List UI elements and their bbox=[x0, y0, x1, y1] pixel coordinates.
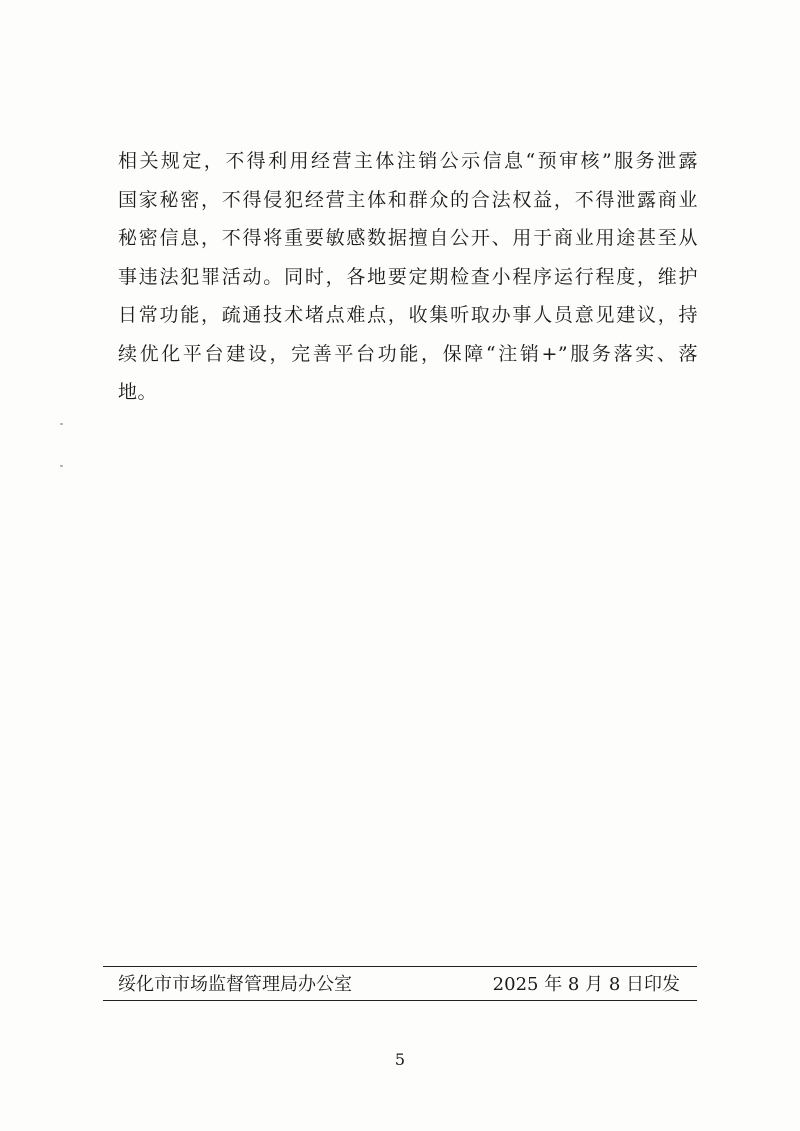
issue-date: 2025 年 8 月 8 日印发 bbox=[492, 974, 680, 995]
scan-speck bbox=[60, 465, 63, 467]
issuer-name: 绥化市市场监督管理局办公室 bbox=[118, 974, 352, 995]
body-line-5: 日常功能，疏通技术堵点难点，收集听取办事人员意见建议，持 bbox=[118, 304, 698, 326]
body-line-1: 相关规定，不得利用经营主体注销公示信息“预审核”服务泄露 bbox=[118, 150, 698, 172]
body-line-6: 续优化平台建设，完善平台功能，保障“注销+”服务落实、落 bbox=[118, 342, 698, 365]
footer-bottom-rule bbox=[103, 1000, 697, 1001]
body-paragraph bbox=[118, 142, 698, 412]
body-line-3: 秘密信息，不得将重要敏感数据擅自公开、用于商业用途甚至从 bbox=[118, 227, 698, 249]
scan-speck bbox=[60, 423, 63, 425]
body-line-2: 国家秘密，不得侵犯经营主体和群众的合法权益，不得泄露商业 bbox=[118, 188, 698, 211]
footer-top-rule bbox=[103, 966, 697, 967]
body-line-4: 事违法犯罪活动。同时，各地要定期检查小程序运行程度，维护 bbox=[118, 265, 698, 288]
body-line-7: 地。 bbox=[118, 381, 158, 403]
page-number: 5 bbox=[394, 1050, 406, 1069]
footer-info bbox=[118, 970, 680, 996]
